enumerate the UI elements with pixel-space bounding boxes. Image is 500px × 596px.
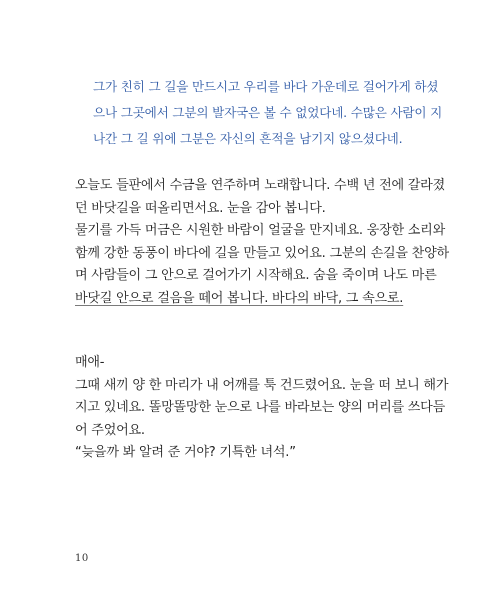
page-number: 10 <box>75 553 89 564</box>
text-line <box>75 288 427 311</box>
dialogue-line: “늦을까 봐 알려 준 거야? 기특한 녀석.” <box>75 445 296 460</box>
paragraph-block-1 <box>75 175 449 310</box>
text-line: 함께 강한 동풍이 바다에 길을 만들고 있어요. 그분의 손길을 찬양하 <box>75 245 449 261</box>
text-line: 지고 있네요. 똘망똘망한 눈으로 나를 바라보는 양의 머리를 쓰다듬 <box>75 400 445 415</box>
scripture-quote <box>93 74 443 152</box>
underlined-text: 바닷길 안으로 걸음을 떼어 봅니다. 바다의 바닥, 그 속으로. <box>75 290 404 306</box>
sound-effect-line: 매애- <box>75 355 105 370</box>
quote-line: 나간 그 길 위에 그분은 자신의 흔적을 남기지 않으셨다네. <box>93 131 403 146</box>
text-line: 던 바닷길을 떠올리면서요. 눈을 감아 봅니다. <box>75 200 326 216</box>
text-line: 며 사람들이 그 안으로 걸어가기 시작해요. 숨을 죽이며 나도 마른 <box>75 268 437 283</box>
paragraph-block-2 <box>75 352 449 465</box>
quote-line: 그가 친히 그 길을 만드시고 우리를 바다 가운데로 걸어가게 하셨 <box>93 79 439 94</box>
text-line: 그때 새끼 양 한 마리가 내 어깨를 툭 건드렸어요. 눈을 떠 보니 해가 <box>75 377 449 393</box>
text-line: 어 주었어요. <box>75 422 145 438</box>
quote-line: 으나 그곳에서 그분의 발자국은 볼 수 없었다네. 수많은 사람이 지 <box>93 105 443 120</box>
text-line: 오늘도 들판에서 수금을 연주하며 노래합니다. 수백 년 전에 갈라졌 <box>75 178 445 193</box>
text-line: 물기를 가득 머금은 시원한 바람이 얼굴을 만지네요. 웅장한 소리와 <box>75 223 445 238</box>
